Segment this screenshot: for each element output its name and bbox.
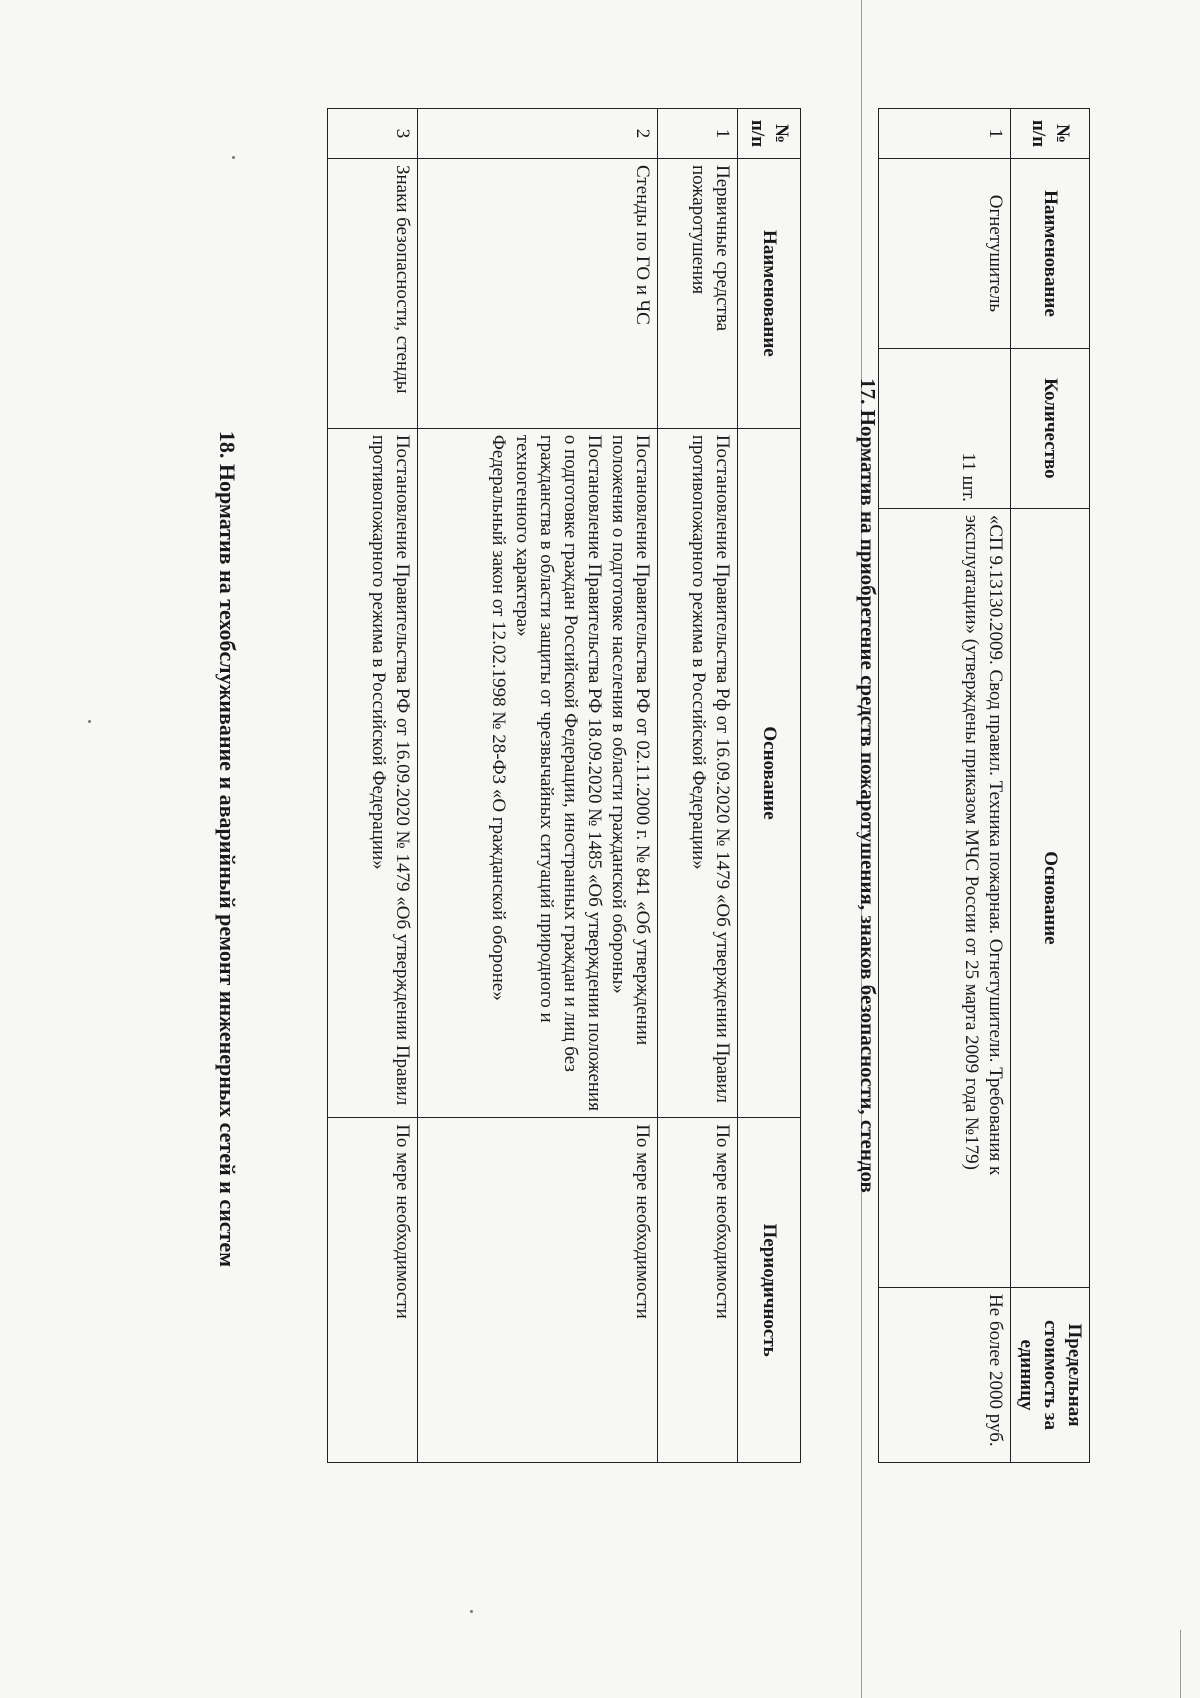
table-row <box>879 109 1011 1463</box>
basis-line: Постановление Правительства РФ от 02.11.2000 г. № 841 «Об утверждении положения о подготовке населения в области гражданской обороны» <box>608 434 653 1046</box>
header-period: Периодичность <box>738 1118 801 1463</box>
header-qty: Количество <box>1011 348 1090 508</box>
row-num: 2 <box>418 109 658 159</box>
table-18-header-row <box>738 109 801 1463</box>
header-name: Наименование <box>738 158 801 428</box>
table-row <box>658 109 738 1463</box>
section-17-title: 17. Норматив на приобретение средств пожаротушения, знаков безопасности, стендов <box>856 378 880 1193</box>
table-17 <box>878 108 1090 1463</box>
row-basis: «СП 9.13130.2009. Свод правил. Техника пожарная. Огнетушители. Требования к эксплуатации» (утверждены приказом МЧС России от 25 марта 2009 года №179) <box>879 508 1011 1287</box>
header-name: Наименование <box>1011 158 1090 348</box>
basis-line: Постановление Правительства РФ от 16.09.2020 № 1479 «Об утверждении Правил противопожарного режима в Российской Федерации» <box>368 434 413 1106</box>
row-name: Стенды по ГО и ЧС <box>418 158 658 428</box>
header-basis: Основание <box>1011 508 1090 1287</box>
row-num: 1 <box>879 109 1011 159</box>
row-qty: 11 шт. <box>879 348 1011 508</box>
row-period: По мере необходимости <box>418 1118 658 1463</box>
table-row <box>418 109 658 1463</box>
table-18 <box>327 108 801 1463</box>
row-period: По мере необходимости <box>328 1118 418 1463</box>
header-num: № п/п <box>738 109 801 159</box>
row-name: Первичные средства пожаротушения <box>658 158 738 428</box>
row-price: Не более 2000 руб. <box>879 1288 1011 1463</box>
row-num: 1 <box>658 109 738 159</box>
header-num: № п/п <box>1011 109 1090 159</box>
header-basis: Основание <box>738 428 801 1117</box>
row-name: Огнетушитель <box>879 158 1011 348</box>
basis-line: Постановление Правительства РФ 18.09.2020 № 1485 «Об утверждении положения о подготовке граждан Российской Федерации, иностранных граждан и лиц без гражданства в области защиты от чрезвычайных ситуаций природного и техногенного характера» <box>512 434 605 1111</box>
section-18-title: 18. Норматив на техобслуживание и аварийный ремонт инженерных сетей и систем <box>215 430 240 1268</box>
row-basis <box>418 428 658 1117</box>
basis-line: Федеральный закон от 12.02.1998 № 28-ФЗ «О гражданской обороне» <box>488 434 509 1001</box>
header-price: Предельная стоимость за единицу <box>1011 1288 1090 1463</box>
row-num: 3 <box>328 109 418 159</box>
table-row <box>328 109 418 1463</box>
table-17-header-row <box>1011 109 1090 1463</box>
row-basis <box>658 428 738 1117</box>
row-period: По мере необходимости <box>658 1118 738 1463</box>
row-name: Знаки безопасности, стенды <box>328 158 418 428</box>
row-basis <box>328 428 418 1117</box>
basis-line: Постановление Правительства Рф от 16.09.2020 № 1479 «Об утверждении Правил противопожарного режима в Российской Федерации» <box>688 434 733 1103</box>
